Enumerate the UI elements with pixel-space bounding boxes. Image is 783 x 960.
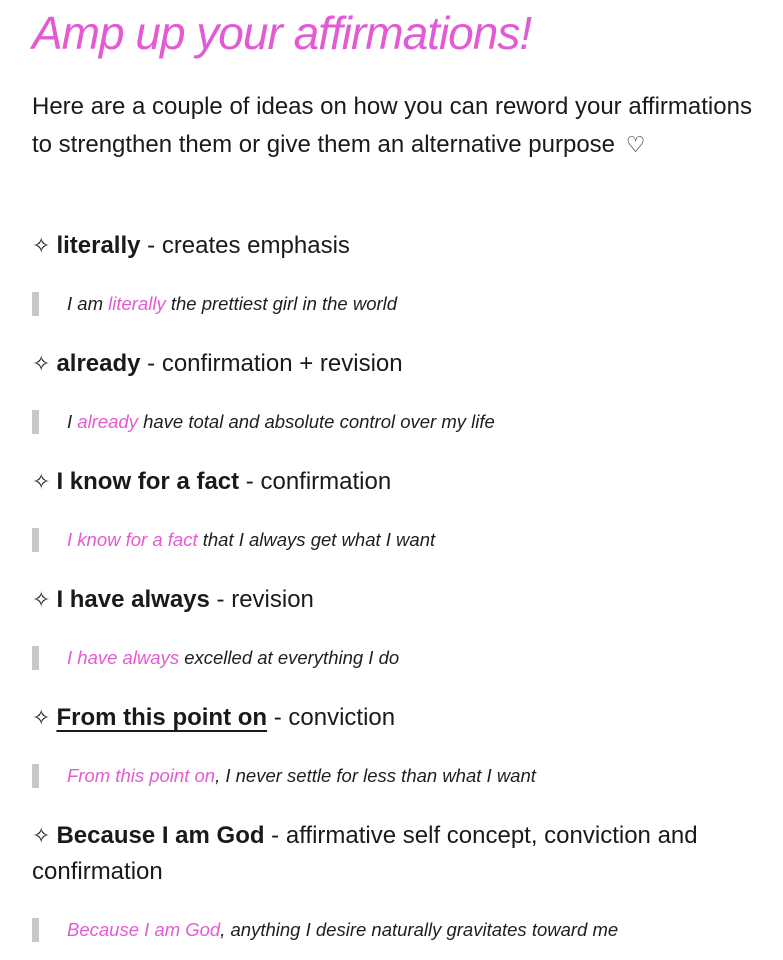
item-description: - confirmation + revision xyxy=(140,350,403,377)
quote-bar xyxy=(32,410,39,434)
quote-highlight: literally xyxy=(108,293,166,314)
example-quote xyxy=(32,916,618,944)
sparkle-icon: ✧ xyxy=(32,469,51,494)
quote-highlight: I know for a fact xyxy=(67,529,198,550)
item-keyword: already xyxy=(56,350,141,377)
quote-bar xyxy=(32,918,39,942)
item-keyword: literally xyxy=(56,232,141,259)
sparkle-icon: ✧ xyxy=(32,705,51,730)
item-description: - affirmative self concept, conviction and confirmation xyxy=(32,822,698,885)
item-description: - confirmation xyxy=(239,468,392,495)
item-keyword: I have always xyxy=(56,586,210,613)
item-description: - creates emphasis xyxy=(140,232,350,259)
post-title: Amp up your affirmations! xyxy=(32,7,532,59)
quote-bar xyxy=(32,646,39,670)
item-description: - revision xyxy=(209,586,314,613)
quote-text: I know for a fact that I always get what I want xyxy=(67,529,436,550)
quote-text: From this point on, I never settle for less than what I want xyxy=(67,765,536,786)
quote-highlight: I have always xyxy=(67,647,180,668)
quote-text: I have always excelled at everything I do xyxy=(67,647,400,668)
affirmation-item-from-this-point-on xyxy=(32,700,752,736)
quote-highlight: Because I am God xyxy=(67,919,221,940)
sparkle-icon: ✧ xyxy=(32,351,51,376)
quote-highlight: From this point on xyxy=(67,765,216,786)
intro-paragraph xyxy=(32,88,752,164)
example-quote xyxy=(32,644,399,672)
quote-text: I already have total and absolute control over my life xyxy=(67,411,495,432)
heart-icon: ♡ xyxy=(625,132,646,157)
quote-text: Because I am God, anything I desire naturally gravitates toward me xyxy=(67,919,619,940)
example-quote xyxy=(32,408,495,436)
quote-highlight: already xyxy=(77,411,138,432)
item-keyword: I know for a fact xyxy=(56,468,240,495)
item-description: - conviction xyxy=(267,704,396,731)
intro-text: Here are a couple of ideas on how you can reword your affirmations to strengthen them or give them an alternative purpose xyxy=(32,93,752,158)
affirmation-item-i-know-for-a-fact xyxy=(32,464,752,500)
affirmation-item-literally xyxy=(32,228,752,264)
item-keyword: Because I am God xyxy=(56,822,265,849)
quote-bar xyxy=(32,528,39,552)
sparkle-icon: ✧ xyxy=(32,233,51,258)
quote-bar xyxy=(32,764,39,788)
affirmation-item-already xyxy=(32,346,752,382)
sparkle-icon: ✧ xyxy=(32,823,51,848)
example-quote xyxy=(32,526,435,554)
affirmation-item-because-i-am-god xyxy=(32,818,752,890)
affirmation-item-i-have-always xyxy=(32,582,752,618)
quote-text: I am literally the prettiest girl in the world xyxy=(67,293,398,314)
quote-bar xyxy=(32,292,39,316)
example-quote xyxy=(32,290,397,318)
example-quote xyxy=(32,762,536,790)
item-keyword-link[interactable]: From this point on xyxy=(56,704,268,731)
sparkle-icon: ✧ xyxy=(32,587,51,612)
